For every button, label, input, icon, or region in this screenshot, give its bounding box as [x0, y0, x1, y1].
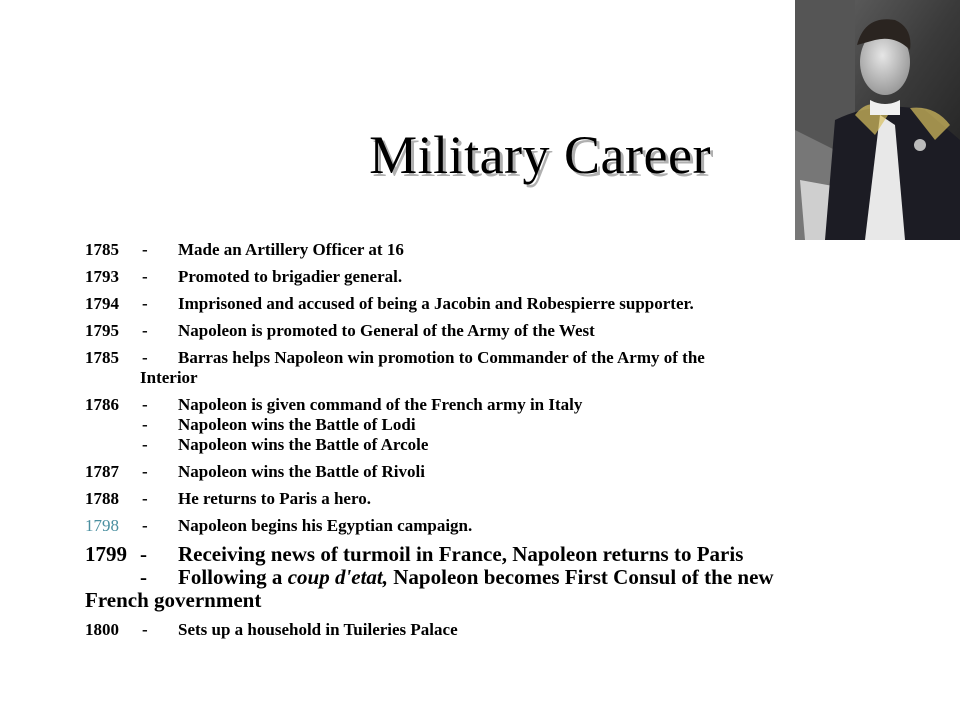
entry-text: Napoleon wins the Battle of Lodi [178, 415, 416, 434]
entry-dash: - [142, 435, 148, 454]
entry-text: Promoted to brigadier general. [178, 267, 403, 286]
timeline-entry [85, 321, 885, 341]
entry-year: 1787 [85, 462, 119, 481]
entry-dash: - [142, 348, 148, 367]
entry-continuation: Interior [140, 368, 198, 387]
entry-year: 1795 [85, 321, 119, 340]
timeline-entry [85, 543, 885, 612]
entry-text: Napoleon is promoted to General of the Army of the West [178, 321, 595, 340]
entry-dash: - [142, 267, 148, 286]
entry-text-emphasis: coup d'etat, [287, 565, 389, 589]
entry-year: 1785 [85, 348, 119, 367]
entry-dash: - [142, 395, 148, 414]
entry-continuation: French government [85, 588, 262, 612]
entry-text: Napoleon is given command of the French army in Italy [178, 395, 583, 414]
napoleon-portrait [795, 0, 960, 240]
timeline-entry [85, 620, 885, 640]
timeline-entry [85, 240, 885, 260]
entry-text: He returns to Paris a hero. [178, 489, 371, 508]
entry-text: Imprisoned and accused of being a Jacobin and Robespierre supporter. [178, 294, 694, 313]
entry-text: Napoleon begins his Egyptian campaign. [178, 516, 473, 535]
timeline-entry [85, 395, 885, 455]
timeline-list [85, 240, 885, 647]
entry-dash: - [140, 542, 147, 566]
entry-dash: - [142, 620, 148, 639]
entry-year: 1800 [85, 620, 119, 639]
entry-dash: - [142, 516, 148, 535]
entry-text: Made an Artillery Officer at 16 [178, 240, 404, 259]
entry-text: Receiving news of turmoil in France, Napoleon returns to Paris [178, 542, 744, 566]
entry-year: 1788 [85, 489, 119, 508]
timeline-entry [85, 348, 885, 388]
entry-dash: - [142, 294, 148, 313]
timeline-entry [85, 462, 885, 482]
entry-text-part: Napoleon becomes First Consul of the new [388, 565, 774, 589]
timeline-entry [85, 267, 885, 287]
entry-text: Barras helps Napoleon win promotion to Commander of the Army of the [178, 348, 705, 367]
entry-text: Napoleon wins the Battle of Arcole [178, 435, 429, 454]
entry-text [85, 566, 885, 589]
entry-year: 1798 [85, 516, 119, 535]
entry-dash: - [142, 321, 148, 340]
entry-text: Sets up a household in Tuileries Palace [178, 620, 458, 639]
timeline-entry [85, 489, 885, 509]
entry-year: 1785 [85, 240, 119, 259]
entry-year: 1794 [85, 294, 119, 313]
entry-text: Napoleon wins the Battle of Rivoli [178, 462, 425, 481]
entry-year: 1786 [85, 395, 119, 414]
entry-text-part: Following a [178, 565, 288, 589]
slide-title: Military Career [369, 125, 711, 185]
entry-dash: - [142, 240, 148, 259]
entry-dash: - [140, 565, 147, 589]
entry-year: 1799 [85, 542, 127, 566]
timeline-entry [85, 516, 885, 536]
entry-year: 1793 [85, 267, 119, 286]
entry-dash: - [142, 489, 148, 508]
entry-dash: - [142, 415, 148, 434]
timeline-entry [85, 294, 885, 314]
entry-dash: - [142, 462, 148, 481]
